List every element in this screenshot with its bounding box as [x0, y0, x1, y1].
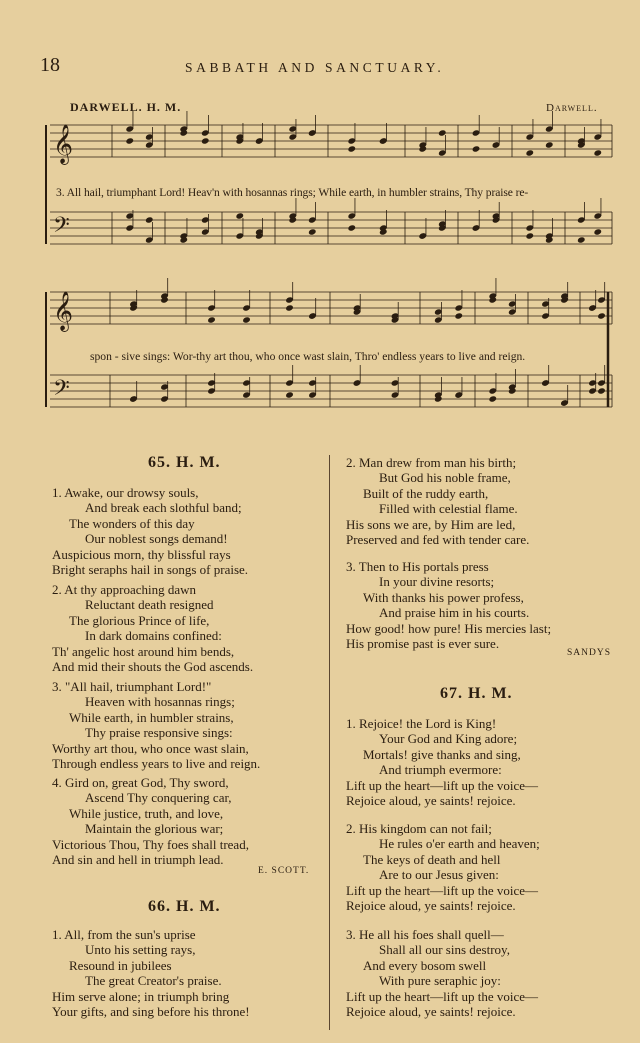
tune-underlay-line1: 3. All hail, triumphant Lord! Heav'n with hosannas rings; While earth, in humbler strains, Thy praise re-: [56, 186, 529, 199]
hymn-67-stanza-3: [346, 927, 538, 1019]
verse-line: 3. "All hail, triumphant Lord!": [52, 679, 212, 694]
verse-line: 2. At thy approaching dawn: [52, 582, 197, 597]
note-head: [207, 316, 216, 323]
hymn-65-stanza-2: [52, 582, 253, 674]
hymn-67-stanza-2: [346, 821, 540, 913]
verse-line: He rules o'er earth and heaven;: [379, 836, 540, 852]
verse-line: And mid their shouts the God ascends.: [52, 659, 254, 675]
verse-line: Ascend Thy conquering car,: [85, 790, 232, 806]
note-head: [347, 224, 356, 231]
tune-name: DARWELL. H. M.: [70, 100, 182, 114]
hymn-66-stanza-2: [346, 455, 529, 547]
hymn-66-stanza-3: [346, 559, 551, 651]
verse-line: 2. His kingdom can not fail;: [346, 821, 492, 836]
verse-line: Lift up the heart—lift up the voice—: [346, 988, 539, 1004]
tune-name-right: Darwell.: [546, 102, 598, 114]
verse-line: Victorious Thou, Thy foes shall tread,: [52, 836, 249, 852]
verse-line: Th' angelic host around him bends,: [52, 643, 235, 659]
verse-line: How good! how pure! His mercies last;: [346, 620, 552, 636]
verse-line: His sons we are, by Him are led,: [346, 516, 516, 532]
note-head: [525, 149, 534, 156]
hymn-65-author: E. SCOTT.: [258, 866, 310, 876]
note-head: [597, 312, 606, 319]
verse-line: Auspicious morn, thy blissful rays: [52, 546, 231, 562]
verse-line: 4. Gird on, great God, Thy sword,: [52, 775, 229, 790]
verse-line: Built of the ruddy earth,: [363, 485, 489, 501]
verse-line: The glorious Prince of life,: [69, 612, 210, 628]
verse-line: Unto his setting rays,: [85, 942, 196, 958]
note-head: [525, 232, 534, 239]
verse-line: Bright seraphs hail in songs of praise.: [52, 562, 249, 578]
verse-line: Resound in jubilees: [69, 957, 172, 973]
verse-line: 3. He all his foes shall quell—: [346, 927, 504, 942]
verse-line: And praise him in his courts.: [379, 605, 530, 621]
verse-line: And triumph evermore:: [379, 762, 502, 778]
bass-clef-icon: 𝄢: [53, 213, 70, 243]
verse-line: His promise past is ever sure.: [346, 636, 500, 652]
verse-line: While justice, truth, and love,: [69, 805, 224, 821]
verse-line: Heaven with hosannas rings;: [85, 694, 235, 710]
verse-line: The wonders of this day: [69, 515, 195, 531]
verse-line: Rejoice aloud, ye saints! rejoice.: [346, 793, 516, 809]
verse-line: Worthy art thou, who once wast slain,: [52, 740, 249, 756]
note-head: [472, 145, 481, 152]
verse-line: And break each slothful band;: [85, 500, 242, 516]
note-head: [285, 391, 294, 398]
hymn-66-stanza-1: [52, 927, 250, 1019]
verse-line: Your gifts, and sing before his throne!: [52, 1004, 250, 1020]
verse-line: Your God and King adore;: [379, 731, 518, 747]
verse-line: Shall all our sins destroy,: [379, 942, 510, 958]
note-head: [242, 316, 251, 323]
verse-line: With pure seraphic joy:: [379, 973, 501, 989]
note-head: [545, 141, 554, 148]
verse-line: Mortals! give thanks and sing,: [363, 746, 521, 762]
verse-line: While earth, in humbler strains,: [69, 709, 234, 725]
verse-line: Our noblest songs demand!: [85, 531, 228, 547]
note-head: [201, 137, 210, 144]
hymn-67-stanza-1: [346, 716, 538, 808]
verse-line: 3. Then to His portals press: [346, 559, 489, 574]
verse-line: Lift up the heart—lift up the voice—: [346, 882, 539, 898]
verse-line: Rejoice aloud, ye saints! rejoice.: [346, 898, 516, 914]
verse-line: Rejoice aloud, ye saints! rejoice.: [346, 1004, 516, 1020]
hymn-65-stanza-1: [52, 485, 248, 577]
verse-line: Are to our Jesus given:: [379, 867, 499, 883]
hymn-65-title: 65. H. M.: [148, 454, 221, 471]
page-number: 18: [40, 54, 60, 76]
hymn-67-title: 67. H. M.: [440, 685, 513, 702]
music-notation: [0, 0, 640, 440]
verse-line: In your divine resorts;: [379, 574, 495, 590]
column-divider: [329, 455, 330, 1030]
verse-line: And sin and hell in triumph lead.: [52, 852, 224, 868]
note-head: [454, 312, 463, 319]
verse-line: But God his noble frame,: [379, 470, 511, 486]
verse-line: Preserved and fed with tender care.: [346, 532, 530, 548]
verse-line: Him serve alone; in triumph bring: [52, 988, 230, 1004]
hymn-66-title: 66. H. M.: [148, 898, 221, 915]
note-head: [593, 149, 602, 156]
verse-line: Thy praise responsive sings:: [85, 725, 233, 741]
verse-line: 1. Awake, our drowsy souls,: [52, 485, 199, 500]
verse-line: The great Creator's praise.: [85, 973, 222, 989]
treble-clef-icon: 𝄞: [53, 124, 74, 164]
note-head: [577, 236, 586, 243]
note-head: [347, 145, 356, 152]
note-head: [308, 228, 317, 235]
note-head: [597, 387, 606, 394]
verse-line: With thanks his power profess,: [363, 589, 524, 605]
note-head: [593, 228, 602, 235]
note-head: [285, 304, 294, 311]
note-head: [488, 395, 497, 402]
hymn-66-author: SANDYS: [567, 648, 612, 658]
verse-line: 1. Rejoice! the Lord is King!: [346, 716, 497, 731]
verse-line: Maintain the glorious war;: [85, 821, 224, 837]
hymn-65-stanza-3: [52, 679, 260, 771]
verse-line: Filled with celestial flame.: [379, 501, 518, 517]
verse-line: 2. Man drew from man his birth;: [346, 455, 517, 470]
running-title: SABBATH AND SANCTUARY.: [185, 60, 445, 75]
note-head: [125, 137, 134, 144]
verse-line: The keys of death and hell: [363, 851, 501, 867]
tune-underlay-line2: spon - sive sings: Wor-thy art thou, who once wast slain, Thro' endless years to live and reign.: [90, 350, 526, 363]
bass-clef-icon: 𝄢: [53, 376, 70, 406]
verse-line: And every bosom swell: [363, 957, 487, 973]
verse-line: Reluctant death resigned: [85, 597, 214, 613]
verse-line: 1. All, from the sun's uprise: [52, 927, 196, 942]
treble-clef-icon: 𝄞: [53, 291, 74, 331]
hymn-65-stanza-4: [52, 775, 249, 867]
verse-line: Through endless years to live and reign.: [52, 756, 261, 772]
verse-line: In dark domains confined:: [85, 628, 222, 644]
verse-line: Lift up the heart—lift up the voice—: [346, 777, 539, 793]
